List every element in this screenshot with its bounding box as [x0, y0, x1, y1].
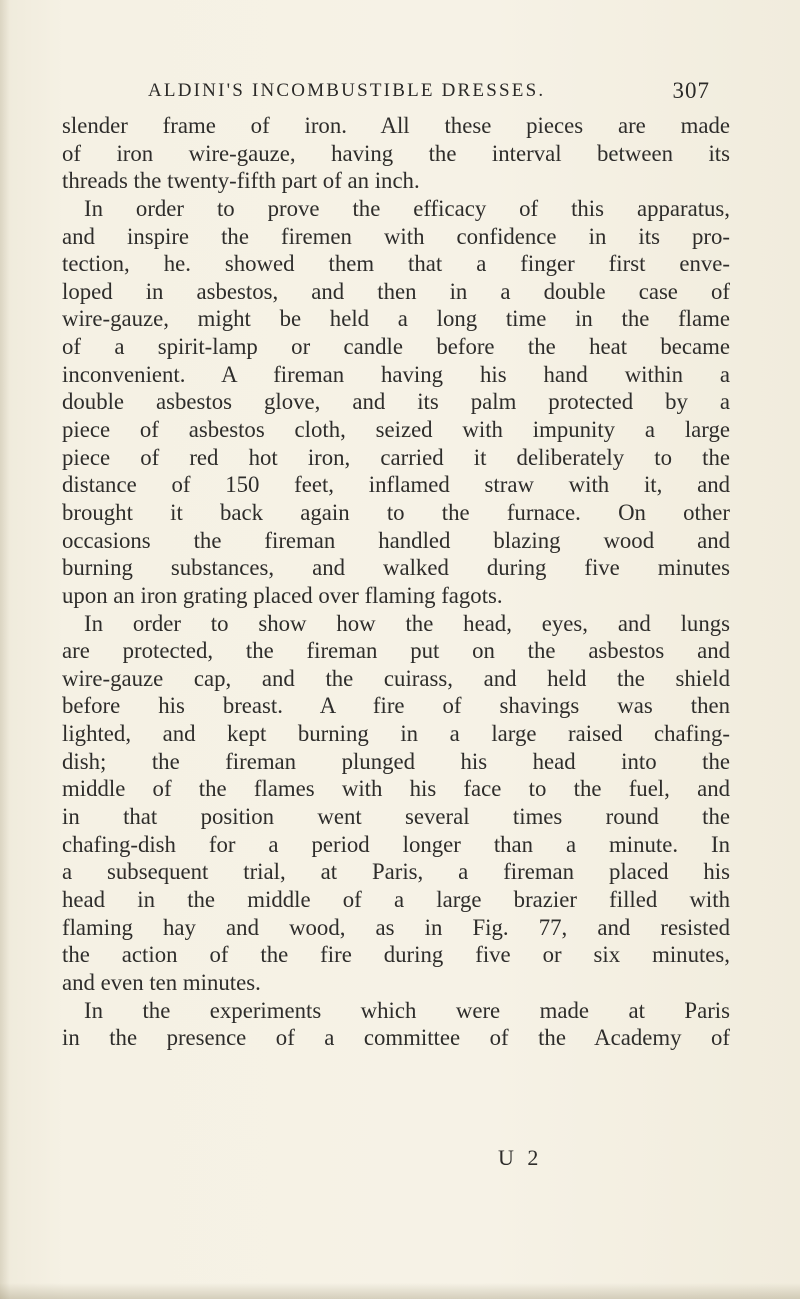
text-line: lighted, and kept burning in a large raised chafing- [62, 721, 730, 747]
text-line: of a spirit-lamp or candle before the heat became [62, 334, 730, 360]
page-header [140, 78, 710, 108]
text-line: middle of the flames with his face to the fuel, and [62, 776, 730, 802]
text-line: a subsequent trial, at Paris, a fireman placed his [62, 859, 730, 885]
text-line: burning substances, and walked during five minutes [62, 555, 730, 581]
running-head: ALDINI'S INCOMBUSTIBLE DRESSES. [148, 80, 546, 101]
text-line: loped in asbestos, and then in a double case of [62, 278, 730, 304]
text-line: of iron wire-gauze, having the interval between its [62, 140, 730, 166]
text-line: In order to show how the head, eyes, and lungs [84, 610, 730, 636]
text-line: double asbestos glove, and its palm protected by a [62, 389, 730, 415]
body-text [62, 112, 730, 1052]
text-line: In the experiments which were made at Paris [84, 997, 730, 1023]
text-line: in that position went several times round the [62, 804, 730, 830]
text-line: and inspire the firemen with confidence in its pro- [62, 223, 730, 249]
text-line: slender frame of iron. All these pieces are made [62, 113, 730, 138]
text-line: the action of the fire during five or six minutes, [62, 942, 730, 968]
text-line: In order to prove the efficacy of this apparatus, [84, 195, 730, 221]
text-line: flaming hay and wood, as in Fig. 77, and resisted [62, 914, 730, 940]
text-line: wire-gauze cap, and the cuirass, and held the shield [62, 665, 730, 691]
signature-mark: U 2 [498, 1145, 543, 1170]
text-line: piece of asbestos cloth, seized with impunity a large [62, 417, 730, 443]
text-line: wire-gauze, might be held a long time in the flame [62, 306, 730, 332]
text-line: threads the twenty-fifth part of an inch. [62, 168, 420, 194]
text-line: distance of 150 feet, inflamed straw with it, and [62, 472, 730, 498]
text-line: chafing-dish for a period longer than a minute. In [62, 831, 730, 857]
text-line: in the presence of a committee of the Academy of [62, 1025, 730, 1051]
text-line: piece of red hot iron, carried it deliberately to the [62, 444, 730, 470]
text-line: tection, he. showed them that a finger first enve- [62, 251, 730, 277]
page-number: 307 [672, 78, 710, 103]
text-line: are protected, the fireman put on the asbestos and [62, 638, 730, 664]
text-line: head in the middle of a large brazier filled with [62, 886, 730, 912]
text-line: dish; the fireman plunged his head into the [62, 748, 730, 774]
text-line: brought it back again to the furnace. On other [62, 499, 730, 525]
text-line: and even ten minutes. [62, 969, 261, 995]
text-line: before his breast. A fire of shavings was then [62, 693, 730, 719]
text-line: occasions the fireman handled blazing wood and [62, 527, 730, 553]
page-bottom-edge-shadow [0, 1283, 800, 1299]
page-left-edge-shadow [0, 0, 10, 1299]
text-line: upon an iron grating placed over flaming fagots. [62, 582, 503, 608]
text-line: inconvenient. A fireman having his hand within a [62, 361, 730, 387]
